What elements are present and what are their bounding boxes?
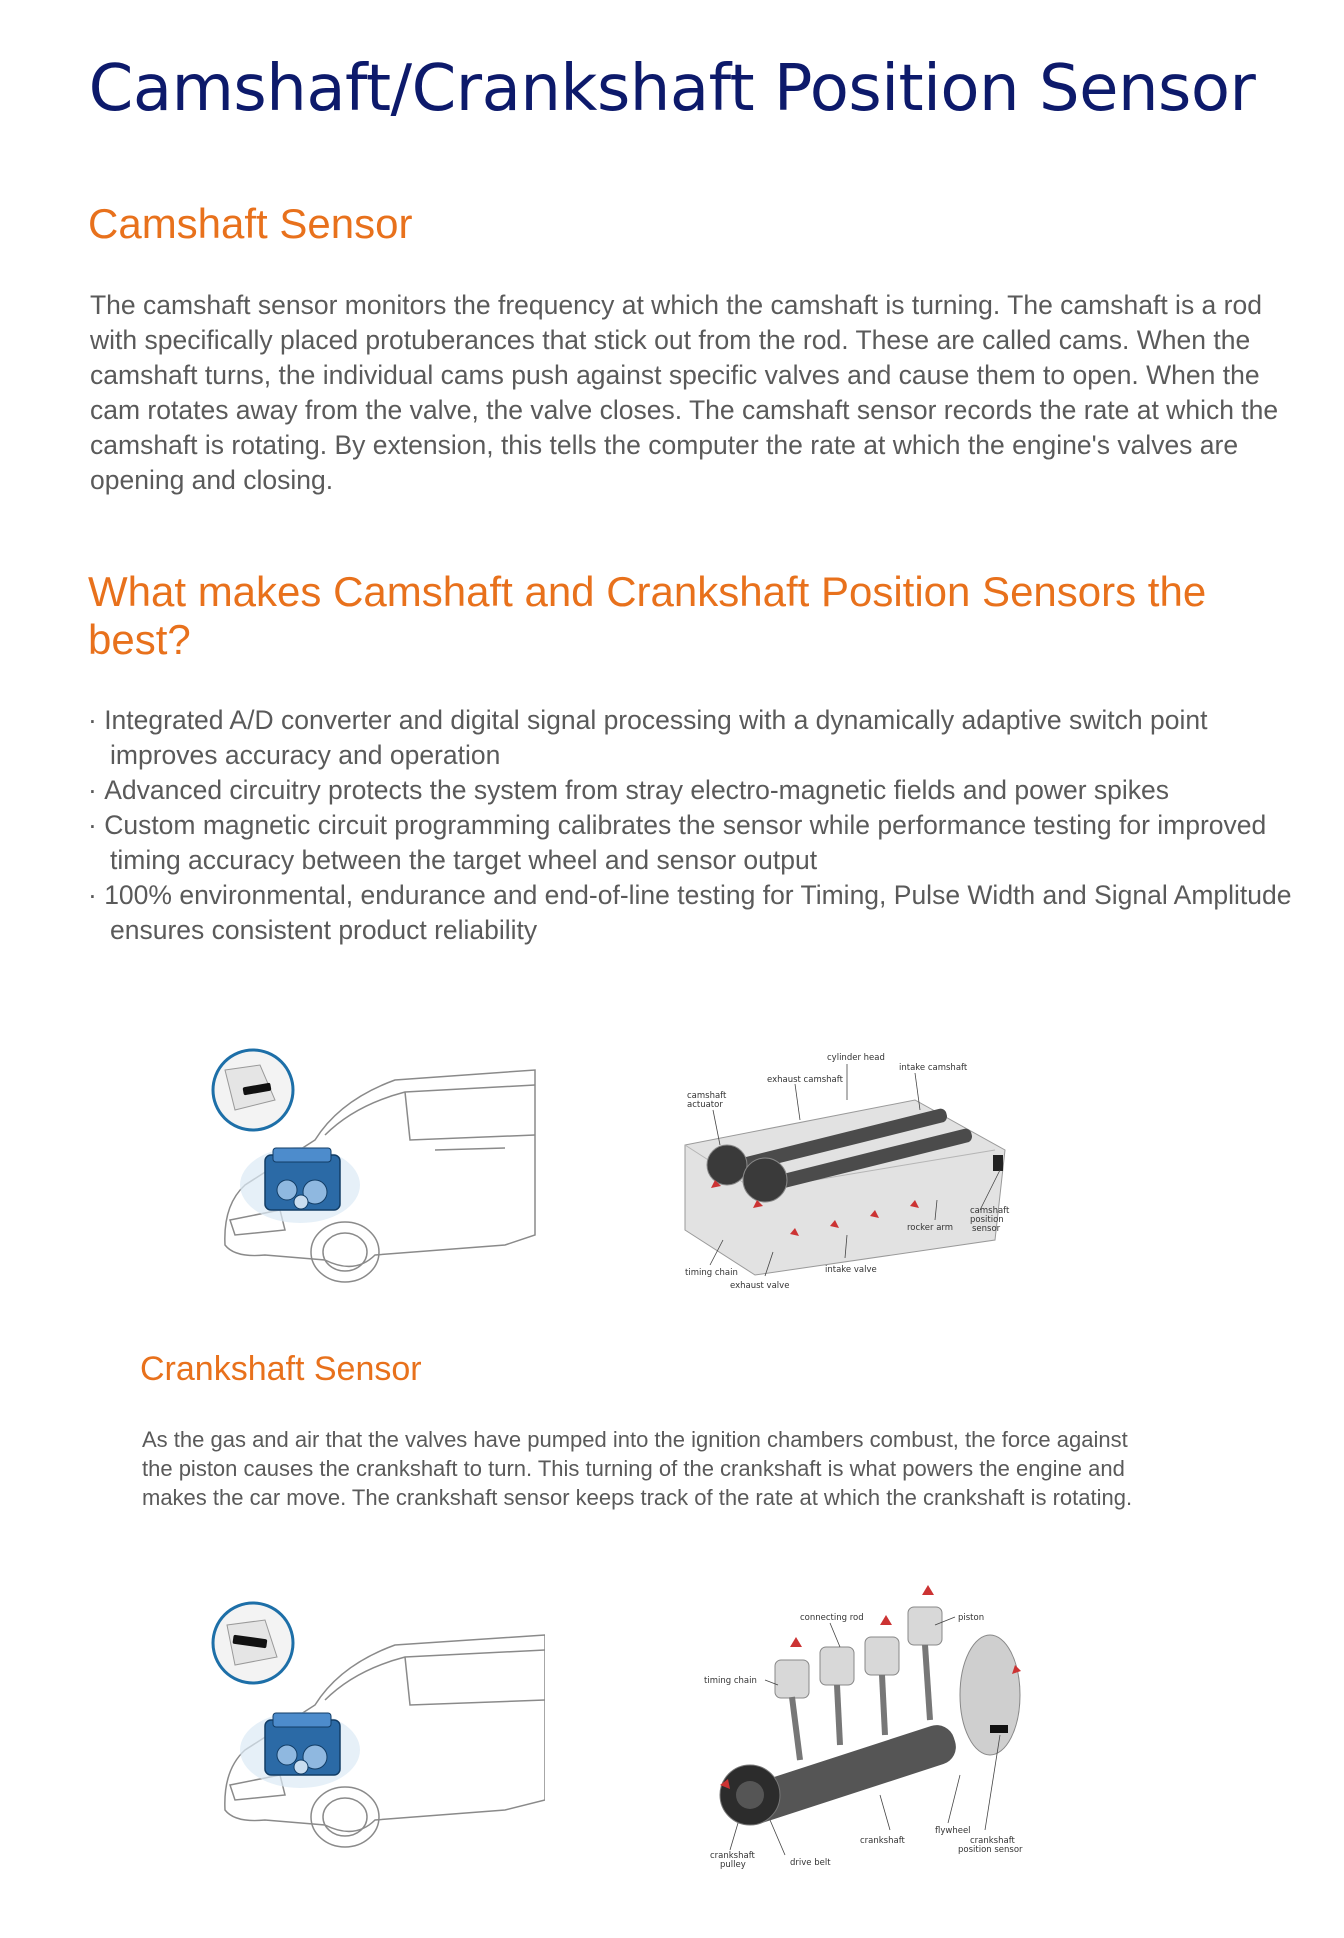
label-intake-valve: intake valve — [825, 1265, 877, 1275]
label-crankshaft-position-sensor: crankshaft — [970, 1836, 1015, 1846]
label-drive-belt: drive belt — [790, 1858, 831, 1868]
car-illustration-crankshaft — [205, 1595, 545, 1855]
crankshaft-sensor-shape — [990, 1725, 1008, 1733]
crankshaft-heading: Crankshaft Sensor — [140, 1350, 422, 1388]
label-crankshaft-pulley: crankshaft — [710, 1851, 755, 1861]
label-timing-chain: timing chain — [704, 1676, 757, 1686]
crankshaft-diagram — [690, 1585, 1040, 1870]
camshaft-sensor-shape — [993, 1155, 1003, 1171]
feature-item: · 100% environmental, endurance and end-of-line testing for Timing, Pulse Width and Signal Amplitude ensures consistent product reliability — [88, 878, 1318, 948]
label-camshaft-position-sensor-2: position — [970, 1215, 1004, 1225]
label-camshaft-position-sensor-3: sensor — [972, 1224, 1001, 1234]
label-camshaft-actuator-2: actuator — [687, 1100, 723, 1110]
label-cylinder-head: cylinder head — [827, 1053, 885, 1063]
label-exhaust-camshaft: exhaust camshaft — [767, 1075, 843, 1085]
camshaft-paragraph: The camshaft sensor monitors the frequency at which the camshaft is turning. The camshaft is a rod with specifically placed protuberances that stick out from the rod. These are called cams. When the camshaft turns, the individual cams push against specific valves and cause them to open. When the cam rotates away from the valve, the valve closes. The camshaft sensor records the rate at which the camshaft is rotating. By extension, this tells the computer the rate at which the engine's valves are opening and closing. — [90, 290, 1279, 495]
car-illustration-camshaft — [205, 1030, 545, 1290]
cylinder-head-shape — [685, 1100, 1005, 1275]
label-crankshaft: crankshaft — [860, 1836, 905, 1846]
page-title: Camshaft/Crankshaft Position Sensor — [88, 52, 1256, 126]
engine-icon — [265, 1148, 340, 1210]
best-heading: What makes Camshaft and Crankshaft Position Sensors the best? — [88, 568, 1207, 663]
label-piston: piston — [958, 1613, 985, 1623]
engine-icon — [265, 1713, 340, 1775]
label-connecting-rod: connecting rod — [800, 1613, 864, 1623]
label-camshaft-actuator: camshaft — [687, 1091, 727, 1101]
label-rocker-arm: rocker arm — [907, 1223, 954, 1233]
crankshaft-paragraph: As the gas and air that the valves have pumped into the ignition chambers combust, the force against the piston causes the crankshaft to turn. This turning of the crankshaft is what powers the engine and makes the car move. The crankshaft sensor keeps track of the rate at which the crankshaft is rotating. — [142, 1427, 1133, 1510]
label-crankshaft-pulley-2: pulley — [720, 1860, 746, 1870]
label-exhaust-valve: exhaust valve — [730, 1281, 790, 1290]
label-intake-camshaft: intake camshaft — [899, 1063, 968, 1073]
flywheel-shape — [960, 1635, 1020, 1755]
feature-item: · Integrated A/D converter and digital signal processing with a dynamically adaptive switch point improves accuracy and operation — [88, 703, 1318, 773]
features-list — [88, 703, 1318, 948]
feature-item: · Custom magnetic circuit programming calibrates the sensor while performance testing for improved timing accuracy between the target wheel and sensor output — [88, 808, 1318, 878]
label-crankshaft-position-sensor-2: position sensor — [958, 1845, 1023, 1855]
label-flywheel: flywheel — [935, 1826, 971, 1836]
label-timing-chain: timing chain — [685, 1268, 738, 1278]
camshaft-heading: Camshaft Sensor — [88, 200, 413, 247]
label-camshaft-position-sensor: camshaft — [970, 1206, 1010, 1216]
camshaft-diagram — [675, 1040, 1025, 1290]
feature-item: · Advanced circuitry protects the system from stray electro-magnetic fields and power spikes — [88, 773, 1318, 808]
